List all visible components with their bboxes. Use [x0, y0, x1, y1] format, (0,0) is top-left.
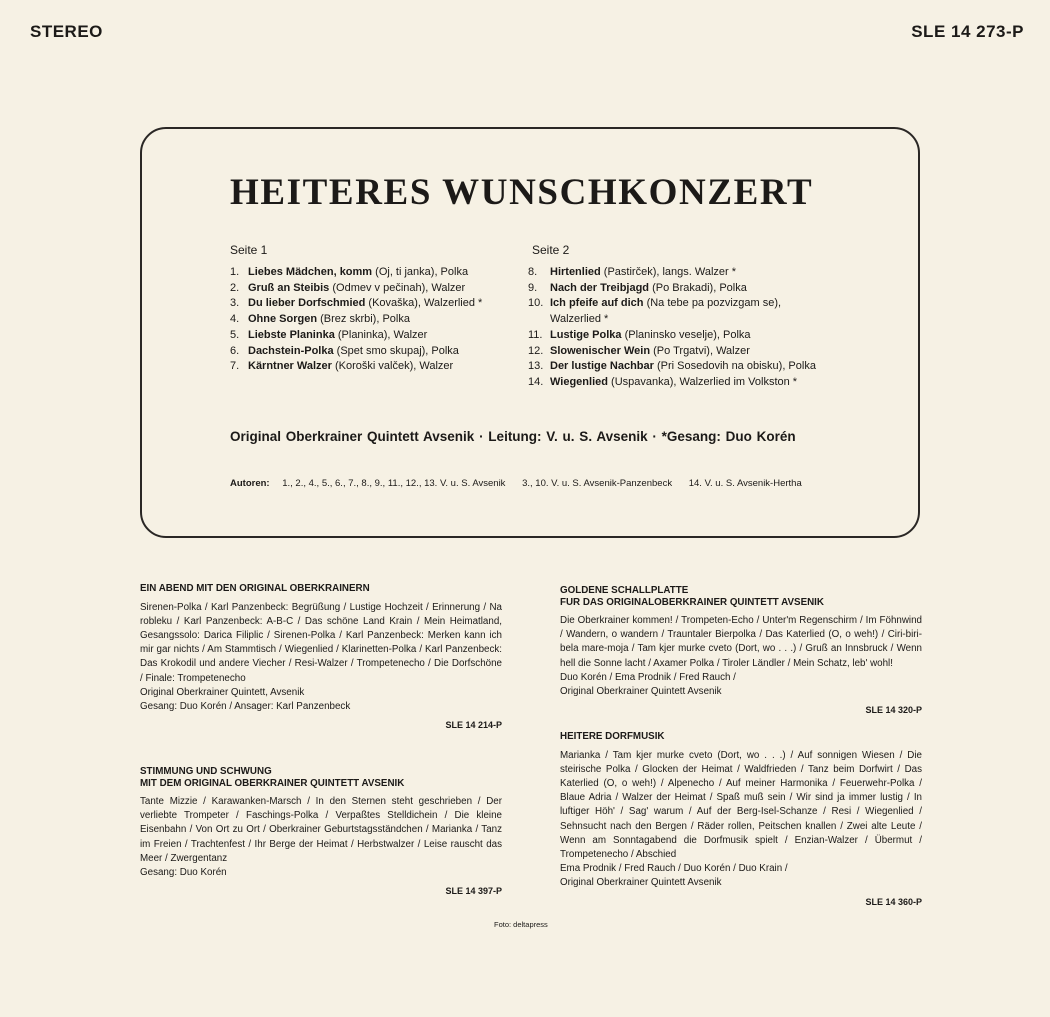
album-promo-2: [140, 766, 502, 898]
album-promo-tracks: Tante Mizzie / Karawanken-Marsch / In den Sternen steht geschrieben / Der verliebte Trompeter / Faschings-Polka / Verpaßtes Stelldichein / Die kleine Eisenbahn / Von Ort zu Ort / Oberkrainer Geburtstagsständchen / Marianka / Tanz im Freien / Trachtenfest / Ihr Berge der Heimat / Herbstwalzer / Leise rauscht das Meer / Zwergentanz: [140, 796, 502, 864]
track-item: 11. Lustige Polka (Planinsko veselje), Polka: [528, 328, 751, 341]
album-promo-performer: Ema Prodnik / Fred Rauch / Duo Korén / Duo Krain /: [560, 863, 788, 875]
album-promo-4: [560, 731, 922, 909]
album-promo-3: [560, 585, 922, 717]
authors-label: Autoren:: [230, 478, 270, 489]
track-item: 3. Du lieber Dorfschmied (Kovaška), Walzerlied *: [230, 297, 483, 310]
track-item: 6. Dachstein-Polka (Spet smo skupaj), Polka: [230, 344, 459, 357]
authors-entry: 1., 2., 4., 5., 6., 7., 8., 9., 11., 12., 13. V. u. S. Avsenik: [282, 478, 506, 489]
track-item: 1. Liebes Mädchen, komm (Oj, ti janka), Polka: [230, 266, 469, 278]
track-item: 2. Gruß an Steibis (Odmev v pečinah), Walzer: [230, 281, 466, 294]
track-item: 13. Der lustige Nachbar (Pri Sosedovih na obisku), Polka: [528, 360, 816, 373]
authors-line: [230, 478, 816, 489]
authors-entry: 14. V. u. S. Avsenik-Hertha: [688, 478, 802, 489]
track-item: 5. Liebste Planinka (Planinka), Walzer: [230, 328, 428, 341]
album-promo-catalog: SLE 14 214-P: [445, 720, 502, 731]
album-promo-1: [140, 583, 502, 732]
authors-entry: 3., 10. V. u. S. Avsenik-Panzenbeck: [522, 478, 673, 489]
track-item: 7. Kärntner Walzer (Koroški valček), Walzer: [230, 360, 454, 373]
album-promo-tracks: Die Oberkrainer kommen! / Trompeten-Echo / Unter'm Regenschirm / Im Föhnwind / Wandern, o wandern / Trauntaler Bierpolka / Das Katerlied (O, o weh!) / Ciri-biri-bela mare-moja / Tam kjer murke cveto (Dort, wo . . .) / Gruß an Innsbruck / Wenn hell die Sonne lacht / Axamer Polka / Tiroler Ländler / Mein Schatz, leb' wohl!: [560, 615, 922, 669]
album-promo-catalog: SLE 14 320-P: [865, 705, 922, 716]
album-promo-catalog: SLE 14 360-P: [865, 896, 922, 907]
album-promo-title: GOLDENE SCHALLPLATTE FUR DAS ORIGINALOBERKRAINER QUINTETT AVSENIK: [560, 585, 824, 608]
stereo-label: STEREO: [30, 22, 103, 41]
catalog-number: SLE 14 273-P: [911, 22, 1024, 41]
photo-credit: Foto: deltapress: [494, 920, 548, 929]
side-1-tracklist: [230, 265, 482, 375]
tracklist-box: [140, 127, 920, 538]
album-promo-performer: Original Oberkrainer Quintett Avsenik: [560, 686, 722, 698]
track-item: 8. Hirtenlied (Pastirček), langs. Walzer *: [528, 266, 737, 278]
track-item: 10. Ich pfeife auf dich (Na tebe pa pozvizgam se),: [528, 297, 782, 310]
track-item: 4. Ohne Sorgen (Brez skrbi), Polka: [230, 313, 410, 326]
album-promo-performer: Original Oberkrainer Quintett Avsenik: [560, 877, 722, 889]
album-promo-performer: Duo Korén / Ema Prodnik / Fred Rauch /: [560, 671, 736, 683]
album-promo-vocals: Gesang: Duo Korén / Ansager: Karl Panzenbeck: [140, 700, 351, 712]
album-promo-title: HEITERE DORFMUSIK: [560, 731, 665, 742]
side-1-heading: Seite 1: [230, 243, 268, 257]
track-item-continued: Walzerlied *: [550, 313, 609, 326]
album-promo-tracks: Sirenen-Polka / Karl Panzenbeck: Begrüßung / Lustige Hochzeit / Erinnerung / Na robleku / Karl Panzenbeck: A-B-C / Das schöne Land Krain / Mein Heimatland, Gesangssolo: Darica Filiplic / Sirenen-Polka / Karl Panzenbeck: Merken kann ich mir gar nichts / Am Stammtisch / Wiegenlied / Klarinetten-Polka / Karl Panzenbeck: Das Krokodil und andere Viecher / Resi-Walzer / Trompetenecho / Die Dorfschöne / Finale: Trompetenecho: [140, 601, 502, 684]
album-title: HEITERES WUNSCHKONZERT: [230, 172, 814, 213]
track-item: 9. Nach der Treibjagd (Po Brakadi), Polka: [528, 281, 747, 294]
album-promo-tracks: Marianka / Tam kjer murke cveto (Dort, wo . . .) / Auf sonnigen Wiesen / Die steirische Polka / Glocken der Heimat / Waldfrieden / Tanz beim Dorfwirt / Das Katerlied (O, o weh!) / Alpenecho / Auf meiner Harmonika / Feuerwehr-Polka / Blaue Adria / Walzer der Heimat / Spaß muß sein / Wir sind ja immer lustig / In luftiger Höh' / Sag' warum / Auf der Berg-Isel-Schanze / Resi / Wiegenlied / Sehnsucht nach den Bergen / Räder rollen, Peitschen knallen / Zwei alte Leute / Wenn am Sonntagabend die Dorfmusik spielt / Enzian-Walzer / Übermut / Trompetenecho / Abschied: [560, 749, 922, 860]
side-2-heading: Seite 2: [532, 243, 570, 257]
album-promo-vocals: Gesang: Duo Korén: [140, 867, 227, 879]
album-promo-title: STIMMUNG UND SCHWUNG MIT DEM ORIGINAL OBERKRAINER QUINTETT AVSENIK: [140, 766, 405, 789]
side-2-tracklist: [528, 265, 816, 391]
track-item: 14. Wiegenlied (Uspavanka), Walzerlied im Volkston *: [528, 375, 798, 388]
album-promo-performer: Original Oberkrainer Quintett, Avsenik: [140, 686, 305, 698]
album-promo-catalog: SLE 14 397-P: [445, 886, 502, 897]
track-item: 12. Slowenischer Wein (Po Trgatvi), Walzer: [528, 344, 750, 357]
performer-credit: Original Oberkrainer Quintett Avsenik · Leitung: V. u. S. Avsenik · *Gesang: Duo Korén: [230, 429, 796, 444]
album-promo-title: EIN ABEND MIT DEN ORIGINAL OBERKRAINERN: [140, 583, 370, 594]
